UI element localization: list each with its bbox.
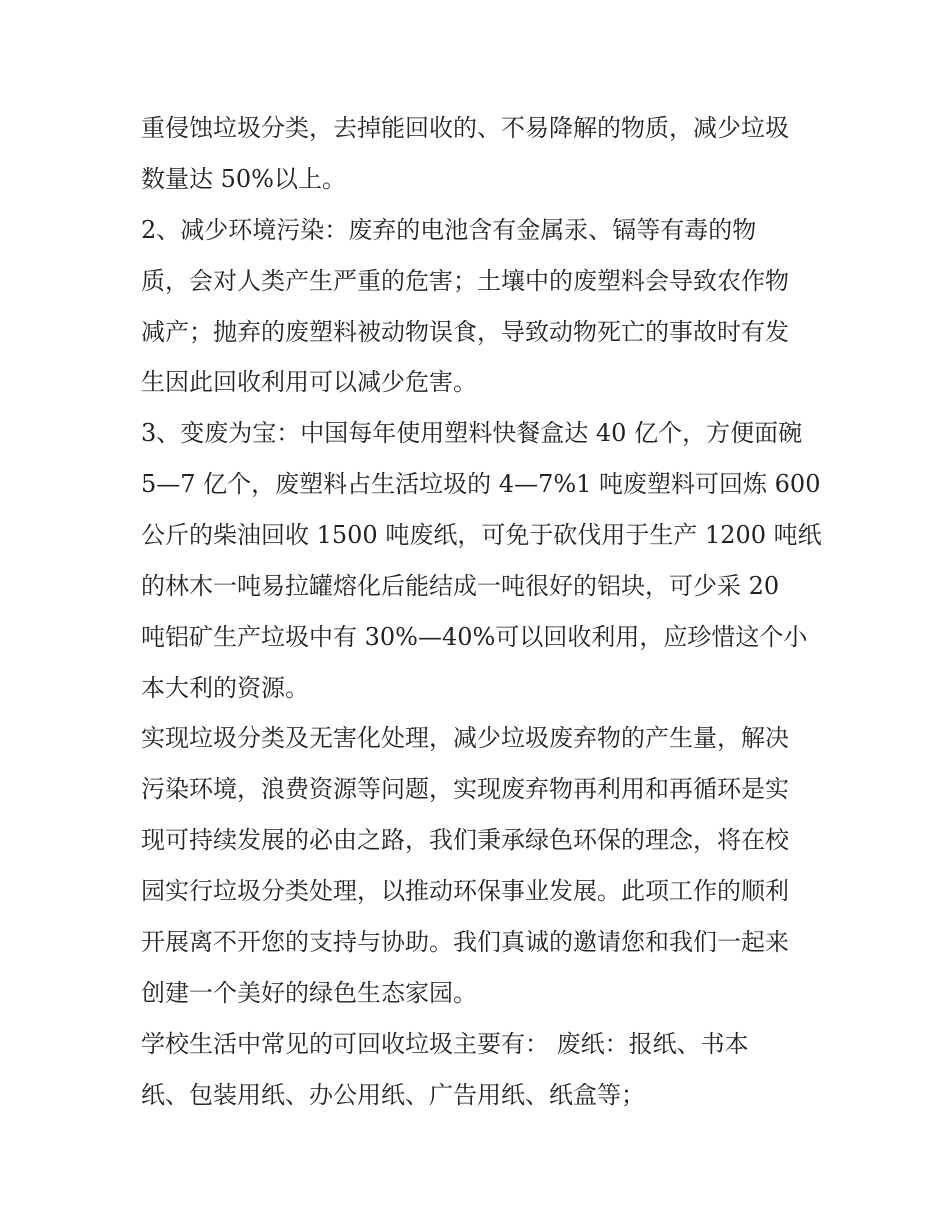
text-line: 的林木一吨易拉罐熔化后能结成一吨很好的铝块，可少采 20 (141, 572, 780, 600)
text-line: 数量达 50%以上。 (141, 165, 346, 193)
text-line: 实现垃圾分类及无害化处理，减少垃圾废弃物的产生量，解决 (141, 724, 789, 752)
text-line: 开展离不开您的支持与协助。我们真诚的邀请您和我们一起来 (141, 928, 789, 956)
text-line: 学校生活中常见的可回收垃圾主要有： 废纸：报纸、书本 (141, 1030, 749, 1058)
text-line: 吨铝矿生产垃圾中有 30%—40%可以回收利用，应珍惜这个小 (141, 623, 808, 651)
text-line: 污染环境，浪费资源等问题，实现废弃物再利用和再循环是实 (141, 775, 789, 803)
text-line: 现可持续发展的必由之路，我们秉承绿色环保的理念，将在校 (141, 826, 789, 854)
text-line: 创建一个美好的绿色生态家园。 (141, 979, 477, 1007)
text-line: 纸、包装用纸、办公用纸、广告用纸、纸盒等； (141, 1081, 645, 1109)
text-line: 本大利的资源。 (141, 674, 309, 702)
text-line: 园实行垃圾分类处理，以推动环保事业发展。此项工作的顺利 (141, 877, 789, 905)
text-line: 质，会对人类产生严重的危害；土壤中的废塑料会导致农作物 (141, 267, 789, 295)
text-line: 重侵蚀垃圾分类，去掉能回收的、不易降解的物质，减少垃圾 (141, 114, 789, 142)
text-line: 5—7 亿个，废塑料占生活垃圾的 4—7%1 吨废塑料可回炼 600 (141, 470, 821, 498)
text-line: 公斤的柴油回收 1500 吨废纸，可免于砍伐用于生产 1200 吨纸 (141, 521, 822, 549)
text-line: 2、减少环境污染：废弃的电池含有金属汞、镉等有毒的物 (141, 216, 757, 244)
text-line: 3、变废为宝：中国每年使用塑料快餐盒达 40 亿个，方便面碗 (141, 419, 803, 447)
text-line: 减产；抛弃的废塑料被动物误食，导致动物死亡的事故时有发 (141, 318, 789, 346)
text-line: 生因此回收利用可以减少危害。 (141, 368, 477, 396)
